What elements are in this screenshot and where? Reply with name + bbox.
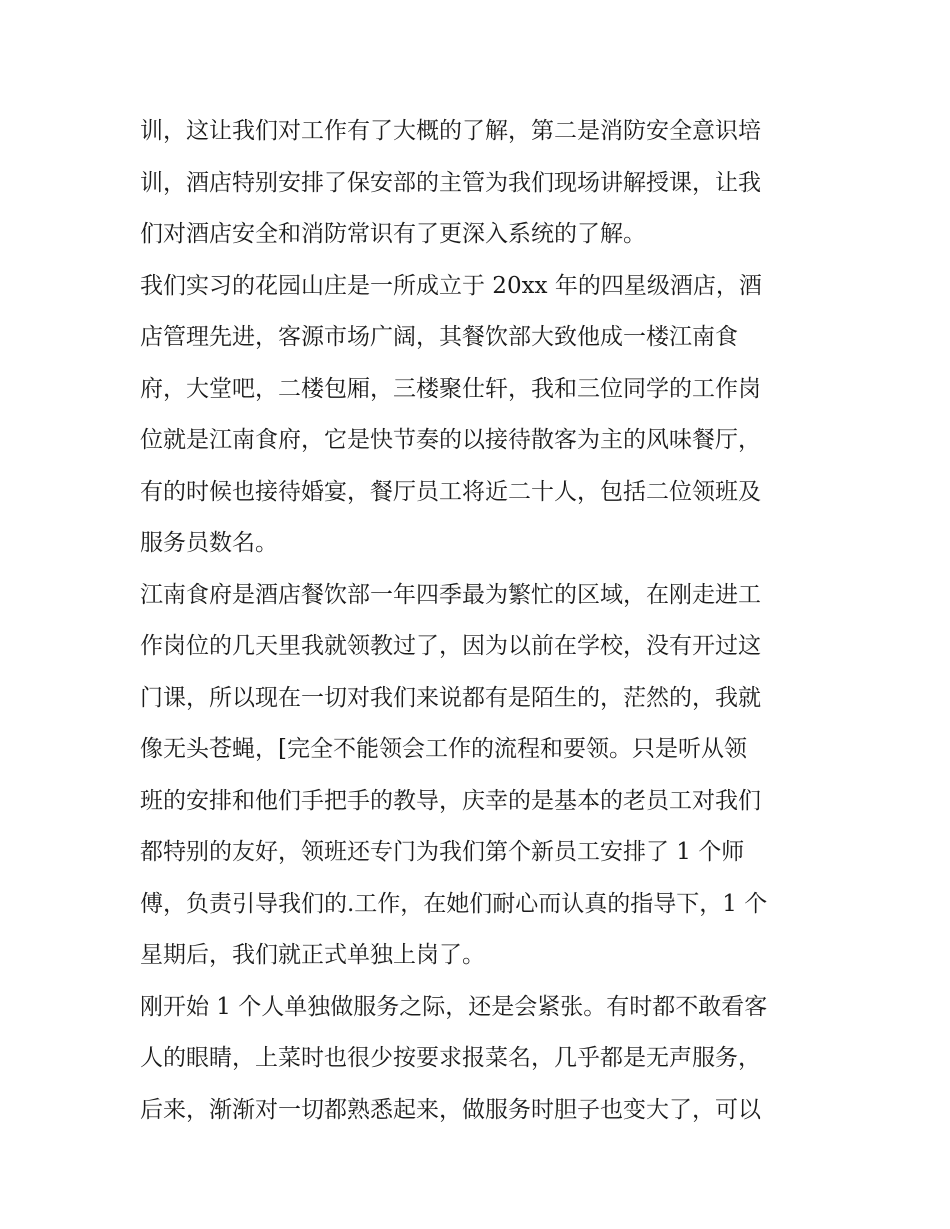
- text-line: 傅，负责引导我们的.工作，在她们耐心而认真的指导下，1 个: [140, 890, 768, 917]
- text-line: 府，大堂吧，二楼包厢，三楼聚仕轩，我和三位同学的工作岗: [140, 375, 761, 402]
- text-line: 都特别的友好，领班还专门为我们第个新员工安排了 1 个师: [140, 839, 745, 865]
- text-line: 们对酒店安全和消防常识有了更深入系统的了解。: [140, 221, 646, 247]
- text-line: 门课，所以现在一切对我们来说都有是陌生的，茫然的，我就: [140, 684, 761, 711]
- text-line: 训，这让我们对工作有了大概的了解，第二是消防安全意识培: [140, 118, 761, 144]
- text-line: 我们实习的花园山庄是一所成立于 20xx 年的四星级酒店，酒: [140, 272, 762, 299]
- text-line: 训，酒店特别安排了保安部的主管为我们现场讲解授课，让我: [140, 169, 761, 196]
- text-line: 位就是江南食府，它是快节奏的以接待散客为主的风味餐厅，: [140, 427, 761, 453]
- text-line: 星期后，我们就正式单独上岗了。: [140, 942, 485, 968]
- text-line: 服务员数名。: [140, 530, 278, 556]
- text-line: 作岗位的几天里我就领教过了，因为以前在学校，没有开过这: [140, 633, 761, 659]
- text-line: 像无头苍蝇，[完全不能领会工作的流程和要领。只是听从领: [140, 736, 747, 762]
- text-line: 后来，渐渐对一切都熟悉起来，做服务时胆子也变大了，可以: [140, 1096, 761, 1123]
- body-text: [140, 106, 820, 1136]
- text-line: 刚开始 1 个人单独做服务之际，还是会紧张。有时都不敢看客: [140, 993, 768, 1020]
- text-line: 店管理先进，客源市场广阔，其餐饮部大致他成一楼江南食: [140, 324, 738, 350]
- text-line: 班的安排和他们手把手的教导，庆幸的是基本的老员工对我们: [140, 787, 761, 814]
- text-line: 人的眼睛，上菜时也很少按要求报菜名，几乎都是无声服务，: [140, 1045, 761, 1071]
- text-line: 有的时候也接待婚宴，餐厅员工将近二十人，包括二位领班及: [140, 478, 761, 505]
- text-line: 江南食府是酒店餐饮部一年四季最为繁忙的区域，在刚走进工: [140, 581, 761, 608]
